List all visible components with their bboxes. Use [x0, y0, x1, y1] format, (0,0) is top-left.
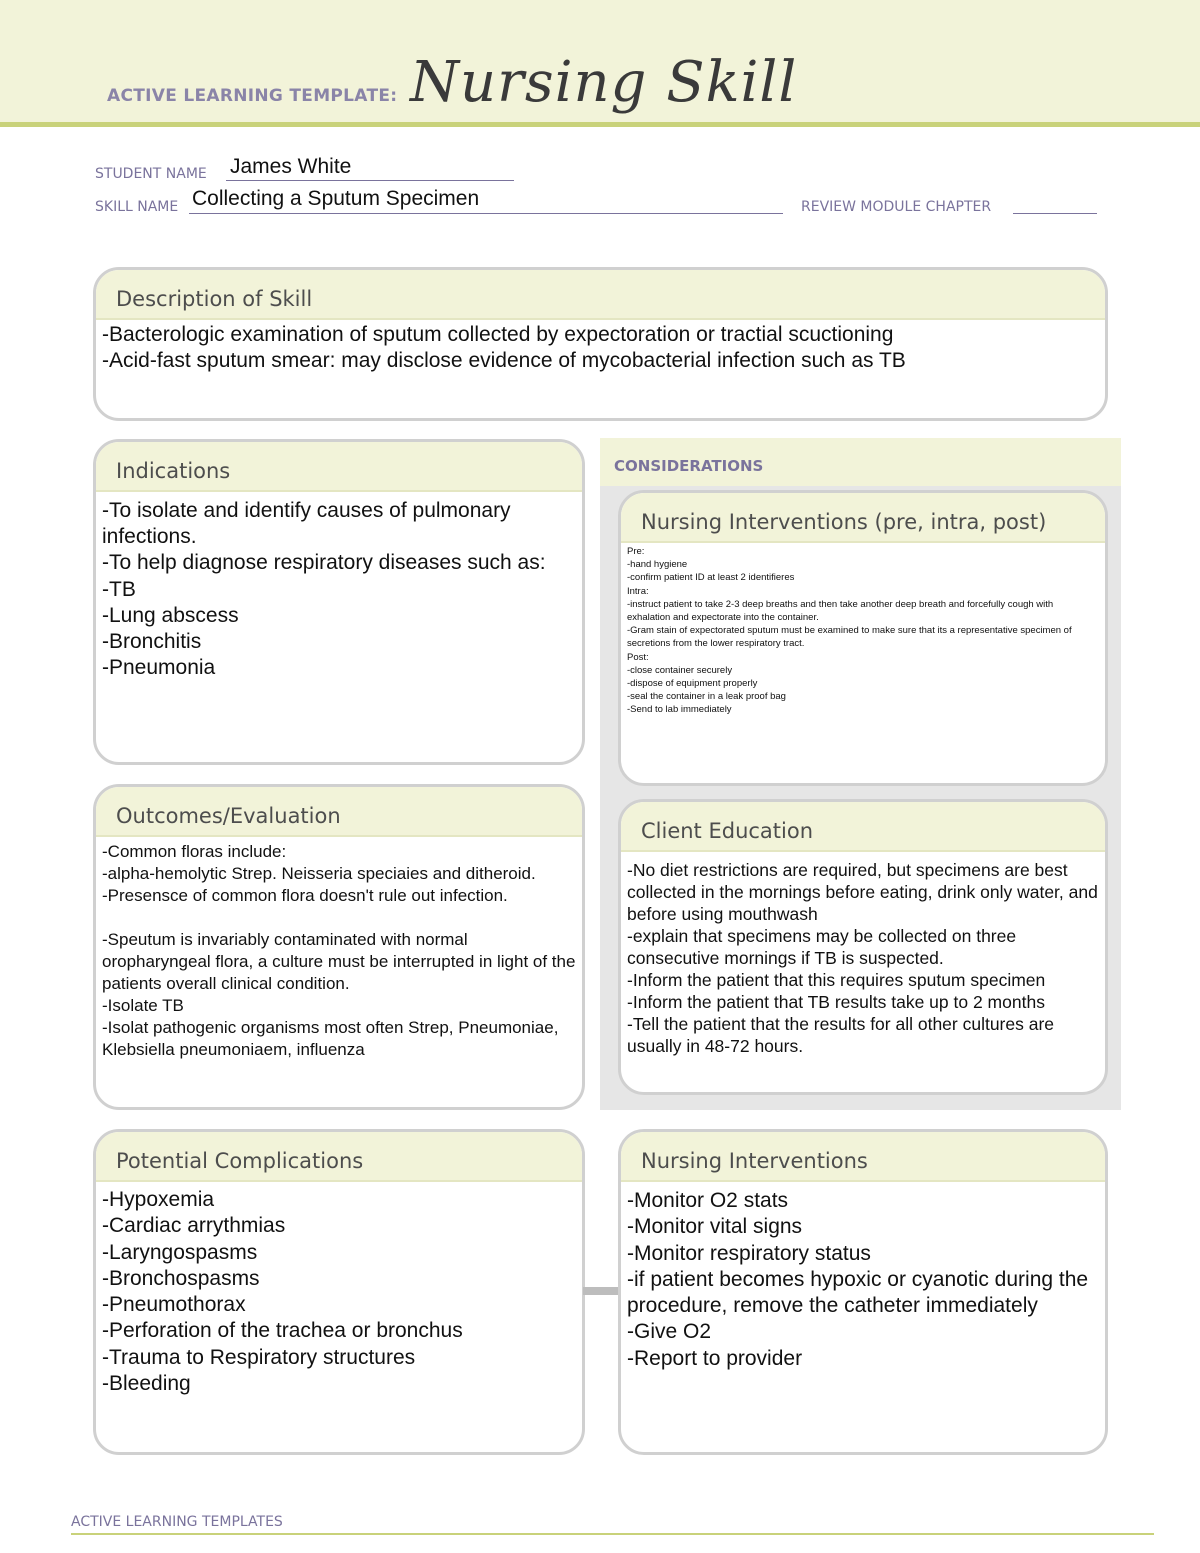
skill-name-field[interactable]: Collecting a Sputum Specimen: [192, 187, 480, 210]
review-module-field[interactable]: [1013, 213, 1097, 214]
potential-complications-text: -Hypoxemia -Cardiac arrythmias -Laryngospasms -Bronchospasms -Pneumothorax -Perforation of the trachea or bronchus -Trauma to Respiratory structures -Bleeding: [102, 1188, 463, 1396]
header-rule: [0, 122, 1200, 127]
review-module-label: REVIEW MODULE CHAPTER: [801, 199, 992, 215]
footer-rule: [71, 1533, 1154, 1535]
outcomes-text: -Common floras include: -alpha-hemolytic Strep. Neisseria speciaies and ditheroid. -Presensce of common flora doesn't rule out infection. -Speutum is invariably contaminated with normal oropharyngeal flora, a culture must be interrupted in light of the patients overall clinical condition. -Isolate TB -Isolat pathogenic organisms most often Strep, Pneumoniae, Klebsiella pneumoniaem, influenza: [102, 842, 576, 1059]
nursing-interventions-text: -Monitor O2 stats -Monitor vital signs -Monitor respiratory status -if patient becomes hypoxic or cyanotic during the procedure, remove the catheter immediately -Give O2 -Report to provider: [627, 1189, 1089, 1370]
student-name-label: STUDENT NAME: [95, 166, 207, 182]
outcomes-title: Outcomes/Evaluation: [96, 787, 582, 837]
page-title: Nursing Skill: [410, 50, 798, 115]
description-title: Description of Skill: [96, 270, 1105, 320]
nursing-interventions-pip-box: [618, 490, 1108, 786]
nursing-interventions-box: [618, 1129, 1108, 1455]
client-education-box: [618, 799, 1108, 1095]
description-text: -Bacterologic examination of sputum collected by expectoration or tractial scuctioning -Acid-fast sputum smear: may disclose evidence of mycobacterial infection such as TB: [102, 323, 906, 372]
indications-box: [93, 439, 585, 765]
client-education-title: Client Education: [621, 802, 1105, 852]
footer-text: ACTIVE LEARNING TEMPLATES: [71, 1514, 283, 1530]
indications-text: -To isolate and identify causes of pulmonary infections. -To help diagnose respiratory diseases such as: -TB -Lung abscess -Bronchitis -Pneumonia: [102, 499, 546, 680]
skill-name-label: SKILL NAME: [95, 199, 179, 215]
potential-complications-box: [93, 1129, 585, 1455]
indications-title: Indications: [96, 442, 582, 492]
considerations-label: CONSIDERATIONS: [614, 457, 764, 475]
description-box: [93, 267, 1108, 421]
nursing-interventions-pip-text: Pre: -hand hygiene -confirm patient ID at least 2 identifieres Intra: -instruct patient to take 2-3 deep breaths and then take another deep breath and forcefully cough with exhalation and expectorate into the container. -Gram stain of expectorated sputum must be examined to make sure that its a representative specimen of secretions from the lower respiratory tract. Post: -close container securely -dispose of equipment properly -seal the container in a leak proof bag -Send to lab immediately: [627, 546, 1072, 716]
nursing-interventions-pip-title: Nursing Interventions (pre, intra, post): [621, 493, 1105, 543]
student-name-line: [226, 180, 514, 181]
student-name-field[interactable]: James White: [230, 155, 352, 178]
skill-name-line: [189, 213, 783, 214]
template-label: ACTIVE LEARNING TEMPLATE:: [107, 86, 398, 106]
nursing-interventions-title: Nursing Interventions: [621, 1132, 1105, 1182]
client-education-text: -No diet restrictions are required, but specimens are best collected in the mornings before eating, drink only water, and before using mouthwash -explain that specimens may be collected on three consecutive mornings if TB is suspected. -Inform the patient that this requires sputum specimen -Inform the patient that TB results take up to 2 months -Tell the patient that the results for all other cultures are usually in 48-72 hours.: [627, 860, 1098, 1056]
outcomes-box: [93, 784, 585, 1110]
potential-complications-title: Potential Complications: [96, 1132, 582, 1182]
connector-bar: [583, 1287, 619, 1295]
